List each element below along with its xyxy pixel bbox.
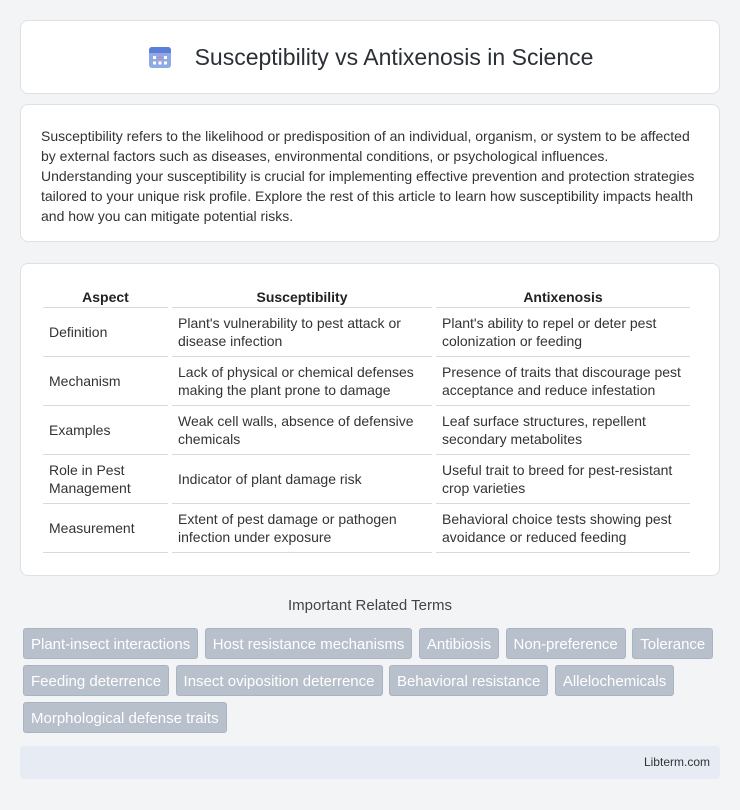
cell-susceptibility: Lack of physical or chemical defenses making the plant prone to damage — [172, 357, 432, 406]
page-title: Susceptibility vs Antixenosis in Science — [194, 43, 594, 70]
table-row — [43, 504, 690, 553]
table-row — [43, 406, 690, 455]
tag-tolerance[interactable]: Tolerance — [632, 628, 713, 659]
cell-susceptibility: Plant's vulnerability to pest attack or disease infection — [172, 308, 432, 357]
cell-susceptibility: Weak cell walls, absence of defensive chemicals — [172, 406, 432, 455]
footer — [20, 746, 720, 779]
cell-aspect: Definition — [43, 308, 168, 357]
tag-non-preference[interactable]: Non-preference — [506, 628, 626, 659]
comparison-table — [39, 282, 694, 553]
table-row — [43, 455, 690, 504]
cell-aspect: Role in Pest Management — [43, 455, 168, 504]
intro-text: Susceptibility refers to the likelihood or predisposition of an individual, organism, or system to be affected by external factors such as diseases, environmental conditions, or psychological influences. Understanding your susceptibility is crucial for implementing effective prevention and protection strategies tailored to your unique risk profile. Explore the rest of this article to learn how susceptibility impacts health and how you can mitigate potential risks. — [41, 128, 695, 224]
cell-susceptibility: Indicator of plant damage risk — [172, 455, 432, 504]
calendar-grid-icon — [147, 44, 173, 70]
tag-insect-oviposition-deterrence[interactable]: Insect oviposition deterrence — [176, 665, 383, 696]
tag-antibiosis[interactable]: Antibiosis — [419, 628, 499, 659]
tag-behavioral-resistance[interactable]: Behavioral resistance — [389, 665, 548, 696]
cell-aspect: Mechanism — [43, 357, 168, 406]
tag-feeding-deterrence[interactable]: Feeding deterrence — [23, 665, 169, 696]
cell-antixenosis: Leaf surface structures, repellent secondary metabolites — [436, 406, 690, 455]
table-row — [43, 308, 690, 357]
header-card — [20, 20, 720, 94]
tag-morphological-defense-traits[interactable]: Morphological defense traits — [23, 702, 227, 733]
comparison-table-card — [20, 263, 720, 576]
cell-aspect: Examples — [43, 406, 168, 455]
tag-host-resistance-mechanisms[interactable]: Host resistance mechanisms — [205, 628, 413, 659]
cell-antixenosis: Plant's ability to repel or deter pest colonization or feeding — [436, 308, 690, 357]
related-terms-title: Important Related Terms — [288, 597, 452, 614]
cell-susceptibility: Extent of pest damage or pathogen infection under exposure — [172, 504, 432, 553]
cell-antixenosis: Useful trait to breed for pest-resistant crop varieties — [436, 455, 690, 504]
tag-allelochemicals[interactable]: Allelochemicals — [555, 665, 674, 696]
intro-card — [20, 104, 720, 242]
cell-aspect: Measurement — [43, 504, 168, 553]
footer-site-link[interactable]: Libterm.com — [643, 755, 710, 769]
tag-plant-insect-interactions[interactable]: Plant-insect interactions — [23, 628, 198, 659]
table-row — [43, 357, 690, 406]
header-aspect: Aspect — [43, 282, 168, 308]
header-antixenosis: Antixenosis — [436, 282, 690, 308]
header-susceptibility: Susceptibility — [172, 282, 432, 308]
table-header-row — [43, 282, 690, 308]
cell-antixenosis: Presence of traits that discourage pest acceptance and reduce infestation — [436, 357, 690, 406]
cell-antixenosis: Behavioral choice tests showing pest avoidance or reduced feeding — [436, 504, 690, 553]
related-terms-list — [23, 628, 723, 739]
